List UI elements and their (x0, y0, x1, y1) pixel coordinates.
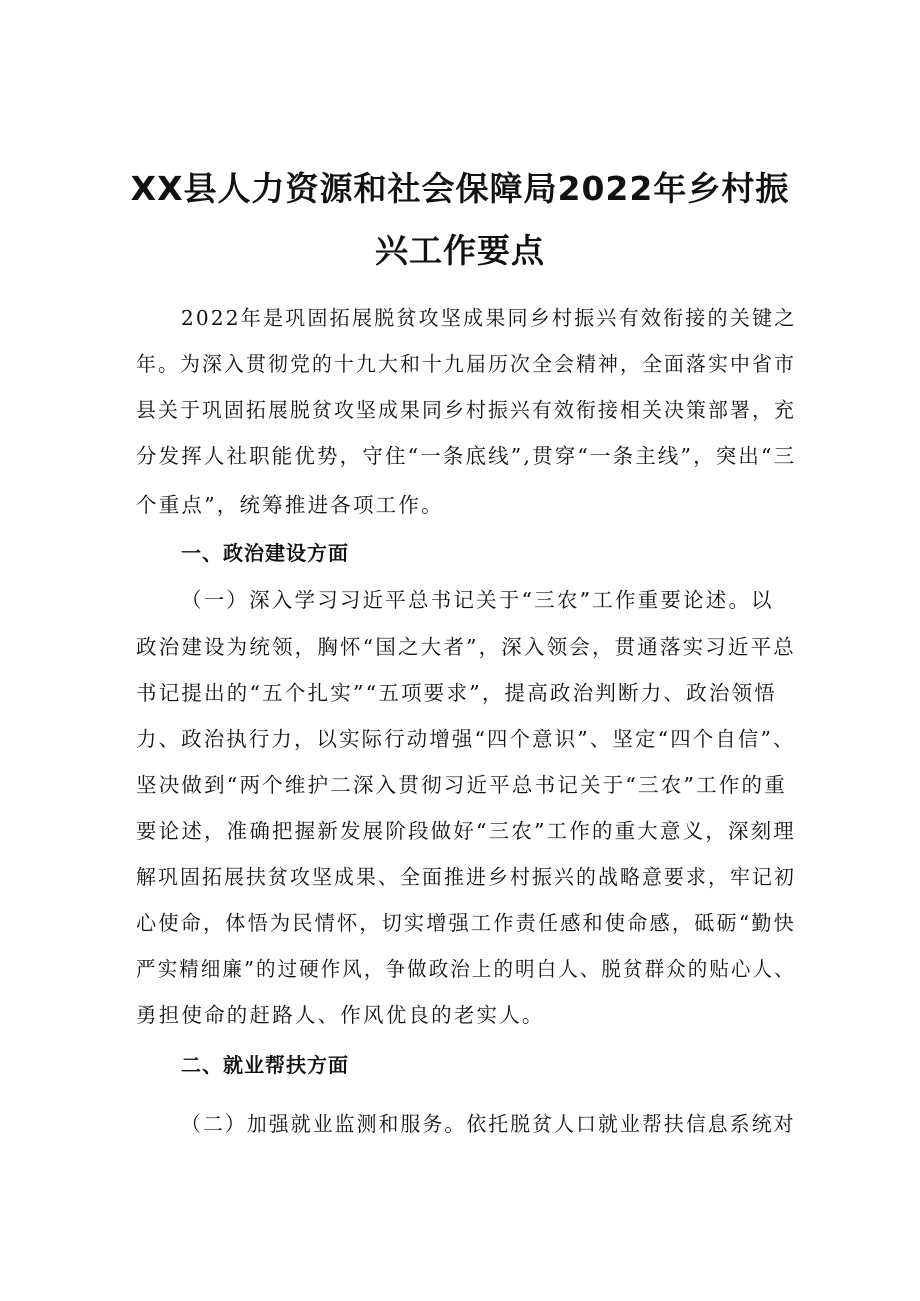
section2-line: （二）加强就业监测和服务。依托脱贫人口就业帮扶信息系统对 (181, 1112, 796, 1136)
section1-line: 勇担使命的赶路人、作风优良的老实人。 (136, 1003, 545, 1027)
title-line-2: 兴工作要点 (375, 231, 545, 270)
intro-line: 分发挥人社职能优势，守住“一条底线”,贯穿“一条主线”，突出“三 (136, 444, 797, 468)
section1-line: 政治建设为统领，胸怀“国之大者”，深入领会，贯通落实习近平总 (136, 635, 796, 659)
section1-line: 解巩固拓展扶贫攻坚成果、全面推进乡村振兴的战略意要求，牢记初 (136, 865, 796, 889)
intro-line: 个重点”，统筹推进各项工作。 (136, 493, 444, 517)
section1-line: 力、政治执行力，以实际行动增强“四个意识”、坚定“四个自信”、 (136, 727, 796, 751)
section1-line: 心使命，体悟为民情怀，切实增强工作责任感和使命感，砥砺“勤快 (136, 911, 796, 935)
section1-line: 坚决做到“两个维护二深入贯彻习近平总书记关于“三农”工作的重 (136, 773, 787, 797)
intro-line: 年。为深入贯彻党的十九大和十九届历次全会精神，全面落实中省市 (136, 352, 796, 376)
section1-line: 书记提出的“五个扎实”“五项要求”，提高政治判断力、政治领悟 (136, 681, 777, 705)
section1-line: （一）深入学习习近平总书记关于“三农”工作重要论述。以 (181, 588, 774, 612)
intro-line: 2022年是巩固拓展脱贫攻坚成果同乡村振兴有效衔接的关键之 (181, 306, 797, 330)
section1-line: 严实精细廉”的过硬作风，争做政治上的明白人、脱贫群众的贴心人、 (136, 957, 796, 981)
document-title (120, 158, 800, 282)
section1-line: 要论述，准确把握新发展阶段做好“三农”工作的重大意义，深刻理 (136, 819, 796, 843)
intro-line: 县关于巩固拓展脱贫攻坚成果同乡村振兴有效衔接相关决策部署，充 (136, 398, 796, 422)
title-line-1: XX县人力资源和社会保障局2022年乡村振 (130, 169, 790, 208)
section-heading-1: 一、政治建设方面 (181, 541, 349, 565)
section-heading-2: 二、就业帮扶方面 (181, 1053, 349, 1077)
